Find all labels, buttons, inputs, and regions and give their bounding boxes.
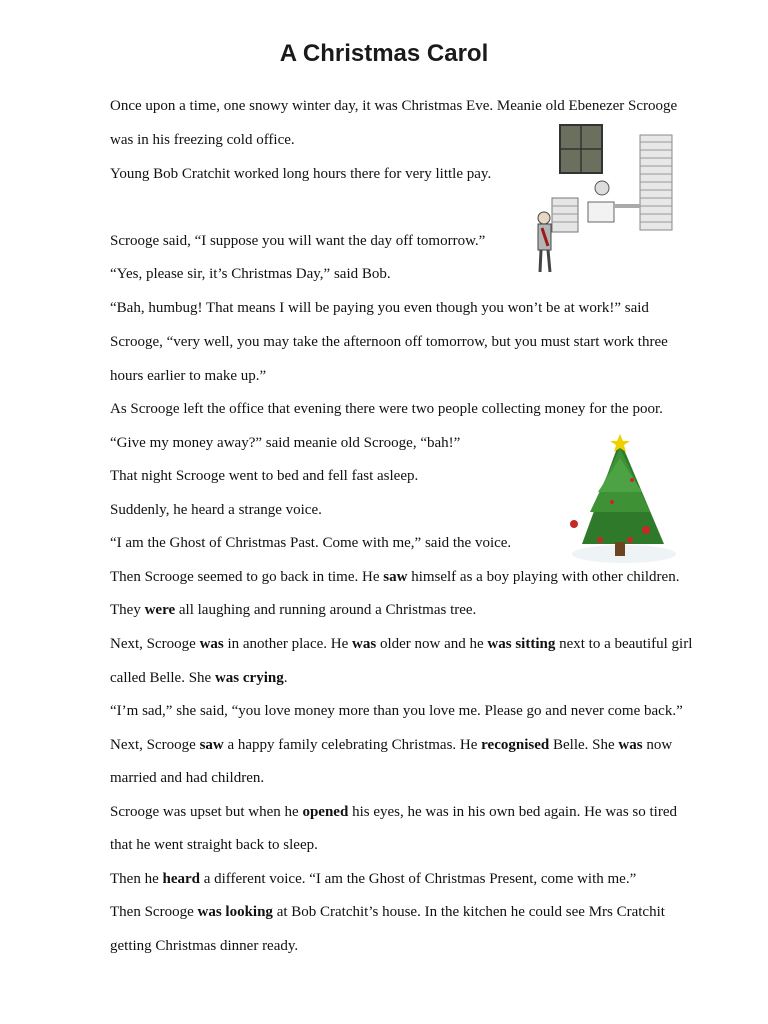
story-line (110, 668, 750, 688)
bold-verb: recognised (481, 737, 550, 753)
text-segment: getting Christmas dinner ready. (110, 938, 299, 954)
text-segment: was in his freezing cold office. (110, 132, 295, 148)
text-segment: Then he (110, 871, 163, 887)
christmas-tree-illustration (560, 432, 690, 567)
text-segment: Belle. She (549, 737, 619, 753)
text-segment: As Scrooge left the office that evening there were two people collecting money for the poor. (110, 401, 663, 417)
text-segment: “Give my money away?” said meanie old Scrooge, “bah!” (110, 435, 461, 451)
page-title: A Christmas Carol (279, 40, 489, 67)
story-line (110, 634, 750, 654)
bold-verb: were (144, 602, 176, 618)
story-line (110, 332, 750, 352)
text-segment: called Belle. She (110, 670, 215, 686)
text-segment: at Bob Cratchit’s house. In the kitchen he could see Mrs Cratchit (272, 904, 665, 920)
text-segment: Suddenly, he heard a strange voice. (110, 502, 322, 518)
text-segment: “Bah, humbug! That means I will be paying you even though you won’t be at work!” said (110, 300, 649, 316)
text-segment: all laughing and running around a Christmas tree. (175, 602, 477, 618)
text-segment: Then Scrooge (110, 904, 198, 920)
text-segment: in another place. He (223, 636, 353, 652)
bold-verb: was (352, 636, 377, 652)
story-line (110, 701, 750, 721)
story-line (110, 802, 750, 822)
text-segment: a different voice. “I am the Ghost of Christmas Present, come with me.” (199, 871, 637, 887)
text-segment: a happy family celebrating Christmas. He (223, 737, 482, 753)
story-line (110, 936, 750, 956)
bold-verb: was sitting (487, 636, 556, 652)
story-line (110, 600, 750, 620)
bob-cratchit-figure (538, 212, 551, 272)
bold-verb: opened (302, 804, 349, 820)
text-segment: now (642, 737, 673, 753)
bold-verb: saw (199, 737, 224, 753)
bold-verb: was (199, 636, 224, 652)
text-segment: Scrooge said, “I suppose you will want the day off tomorrow.” (110, 233, 486, 249)
text-segment: Scrooge, “very well, you may take the afternoon off tomorrow, but you must start work three (110, 334, 668, 350)
story-line (110, 298, 750, 318)
text-segment: Young Bob Cratchit worked long hours there for very little pay. (110, 166, 492, 182)
paper-stack-icon (640, 135, 672, 230)
text-segment: his eyes, he was in his own bed again. He was so tired (348, 804, 677, 820)
text-segment: Next, Scrooge (110, 737, 200, 753)
story-line (110, 869, 750, 889)
text-segment: next to a beautiful girl (555, 636, 693, 652)
text-segment: Next, Scrooge (110, 636, 200, 652)
text-segment: “Yes, please sir, it’s Christmas Day,” said Bob. (110, 266, 391, 282)
text-segment: Once upon a time, one snowy winter day, it was Christmas Eve. Meanie old Ebenezer Scrooge (110, 98, 678, 114)
text-segment: hours earlier to make up.” (110, 368, 267, 384)
story-line (110, 567, 750, 587)
text-segment: older now and he (376, 636, 488, 652)
bold-verb: saw (383, 569, 408, 585)
story-line (110, 399, 750, 419)
text-segment: Then Scrooge seemed to go back in time. He (110, 569, 384, 585)
story-line (110, 366, 750, 386)
bold-verb: was crying (214, 670, 284, 686)
text-segment: . (283, 670, 288, 686)
bold-verb: was looking (197, 904, 273, 920)
story-line (110, 96, 750, 116)
bold-verb: heard (162, 871, 200, 887)
text-segment: himself as a boy playing with other children. (407, 569, 680, 585)
text-segment: Scrooge was upset but when he (110, 804, 303, 820)
text-segment: “I’m sad,” she said, “you love money more than you love me. Please go and never come back.” (110, 703, 683, 719)
text-segment: They (110, 602, 145, 618)
text-segment: “I am the Ghost of Christmas Past. Come with me,” said the voice. (110, 535, 512, 551)
text-segment: That night Scrooge went to bed and fell fast asleep. (110, 468, 419, 484)
story-line (110, 768, 750, 788)
bold-verb: was (618, 737, 643, 753)
story-line (110, 835, 750, 855)
text-segment: that he went straight back to sleep. (110, 837, 318, 853)
text-segment: married and had children. (110, 770, 265, 786)
story-line (110, 902, 750, 922)
office-illustration (530, 120, 690, 280)
story-line (110, 735, 750, 755)
